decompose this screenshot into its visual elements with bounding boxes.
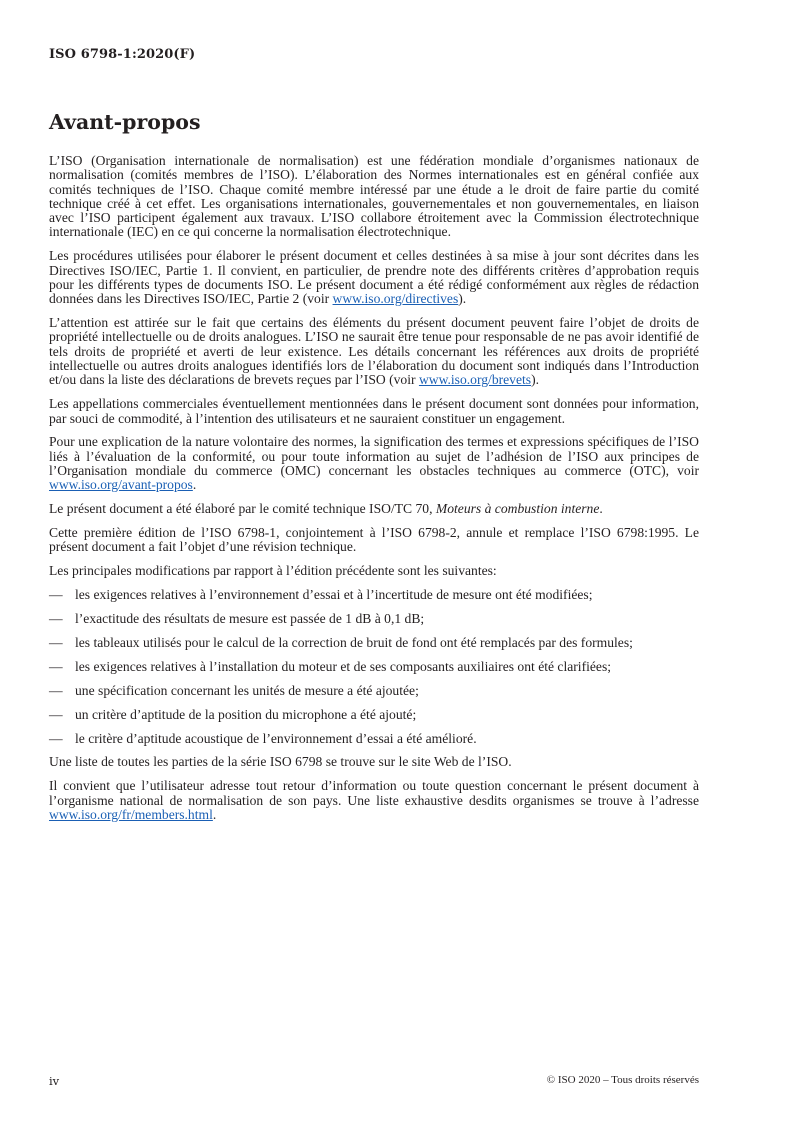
committee-title: Moteurs à combustion interne xyxy=(435,501,600,517)
paragraph-procedures: Les procédures utilisées pour élaborer le présent document et celles destinées à sa mise à jour sont décrites dans les Directives ISO/IEC, Partie 1. Il convient, en particulier, de prendre note des différents critères d’approbation requis pour les différents types de documents ISO. Le présent document a été rédigé conformément aux règles de rédaction données dans les Directives ISO/IEC, Partie 2 (voir www.iso.org/directives). xyxy=(49,248,699,307)
changes-list xyxy=(49,588,699,746)
paragraph-edition: Cette première édition de l’ISO 6798-1, conjointement à l’ISO 6798-2, annule et remplace l’ISO 6798:1995. Le présent document a fait l’objet d’une révision technique. xyxy=(49,525,699,555)
paragraph-committee: Le présent document a été élaboré par le comité technique ISO/TC 70, Moteurs à combustion interne. xyxy=(49,501,603,517)
dash-bullet: — xyxy=(49,706,63,722)
foreword-body xyxy=(49,154,699,832)
list-item: — le critère d’aptitude acoustique de l’environnement d’essai a été amélioré. xyxy=(49,730,477,746)
list-item: — un critère d’aptitude de la position du microphone a été ajouté; xyxy=(49,706,417,722)
page-number: iv xyxy=(49,1074,60,1088)
foreword-link[interactable]: www.iso.org/avant-propos xyxy=(49,477,193,493)
paragraph-series-list: Une liste de toutes les parties de la série ISO 6798 se trouve sur le site Web de l’ISO. xyxy=(49,754,512,770)
paragraph-voluntary-nature: Pour une explication de la nature volontaire des normes, la signification des termes et expressions spécifiques de l’ISO liés à l’évaluation de la conformité, ou pour toute information au sujet de l’adhésion de l’ISO aux principes de l’Organisation mondiale du commerce (OMC) concernant les obstacles techniques au commerce (OTC), voir www.iso.org/avant-propos. xyxy=(49,434,699,493)
paragraph-patents: L’attention est attirée sur le fait que certains des éléments du présent document peuvent faire l’objet de droits de propriété intellectuelle ou de droits analogues. L’ISO ne saurait être tenue pour responsable de ne pas avoir identifié de tels droits de propriété et averti de leur existence. Les détails concernant les références aux droits de propriété intellectuelle ou autres droits analogues identifiés lors de l’élaboration du document sont indiqués dans l’Introduction et/ou dans la liste des déclarations de brevets reçues par l’ISO (voir www.iso.org/brevets). xyxy=(49,315,699,388)
paragraph-feedback: Il convient que l’utilisateur adresse tout retour d’information ou toute question concernant le présent document à l’organisme national de normalisation de son pays. Une liste exhaustive desdits organismes se trouve à l’adresse www.iso.org/fr/members.html. xyxy=(49,778,699,822)
dash-bullet: — xyxy=(49,682,63,698)
members-link[interactable]: www.iso.org/fr/members.html xyxy=(49,806,213,822)
paragraph-iso-intro: L’ISO (Organisation internationale de normalisation) est une fédération mondiale d’organismes nationaux de normalisation (comités membres de l’ISO). L’élaboration des Normes internationales est en général confiée aux comités techniques de l’ISO. Chaque comité membre intéressé par une étude a le droit de faire partie du comité technique créé à cet effet. Les organisations internationales, gouvernementales et non gouvernementales, en liaison avec l’ISO participent également aux travaux. L’ISO collabore étroitement avec la Commission électrotechnique internationale (IEC) en ce qui concerne la normalisation électrotechnique. xyxy=(49,153,699,240)
document-id: ISO 6798-1:2020(F) xyxy=(49,47,196,62)
list-item: — les tableaux utilisés pour le calcul de la correction de bruit de fond ont été remplacés par des formules; xyxy=(49,634,633,650)
list-item: — l’exactitude des résultats de mesure est passée de 1 dB à 0,1 dB; xyxy=(49,611,425,627)
page-title: Avant-propos xyxy=(49,110,201,134)
list-item: — les exigences relatives à l’installation du moteur et de ses composants auxiliaires ont été clarifiées; xyxy=(49,658,612,674)
dash-bullet: — xyxy=(49,587,63,603)
paragraph-trade-names: Les appellations commerciales éventuellement mentionnées dans le présent document sont données pour information, par souci de commodité, à l’intention des utilisateurs et ne sauraient constituer un engagement. xyxy=(49,396,699,426)
dash-bullet: — xyxy=(49,658,63,674)
copyright-notice: © ISO 2020 – Tous droits réservés xyxy=(546,1074,699,1086)
directives-link[interactable]: www.iso.org/directives xyxy=(332,291,459,307)
dash-bullet: — xyxy=(49,611,63,627)
dash-bullet: — xyxy=(49,634,63,650)
list-item: — une spécification concernant les unités de mesure a été ajoutée; xyxy=(49,682,419,698)
dash-bullet: — xyxy=(49,730,63,746)
list-item: — les exigences relatives à l’environnement d’essai et à l’incertitude de mesure ont été modifiées; xyxy=(49,587,593,603)
paragraph-changes-intro: Les principales modifications par rapport à l’édition précédente sont les suivantes: xyxy=(49,563,497,579)
patents-link[interactable]: www.iso.org/brevets xyxy=(418,372,532,388)
